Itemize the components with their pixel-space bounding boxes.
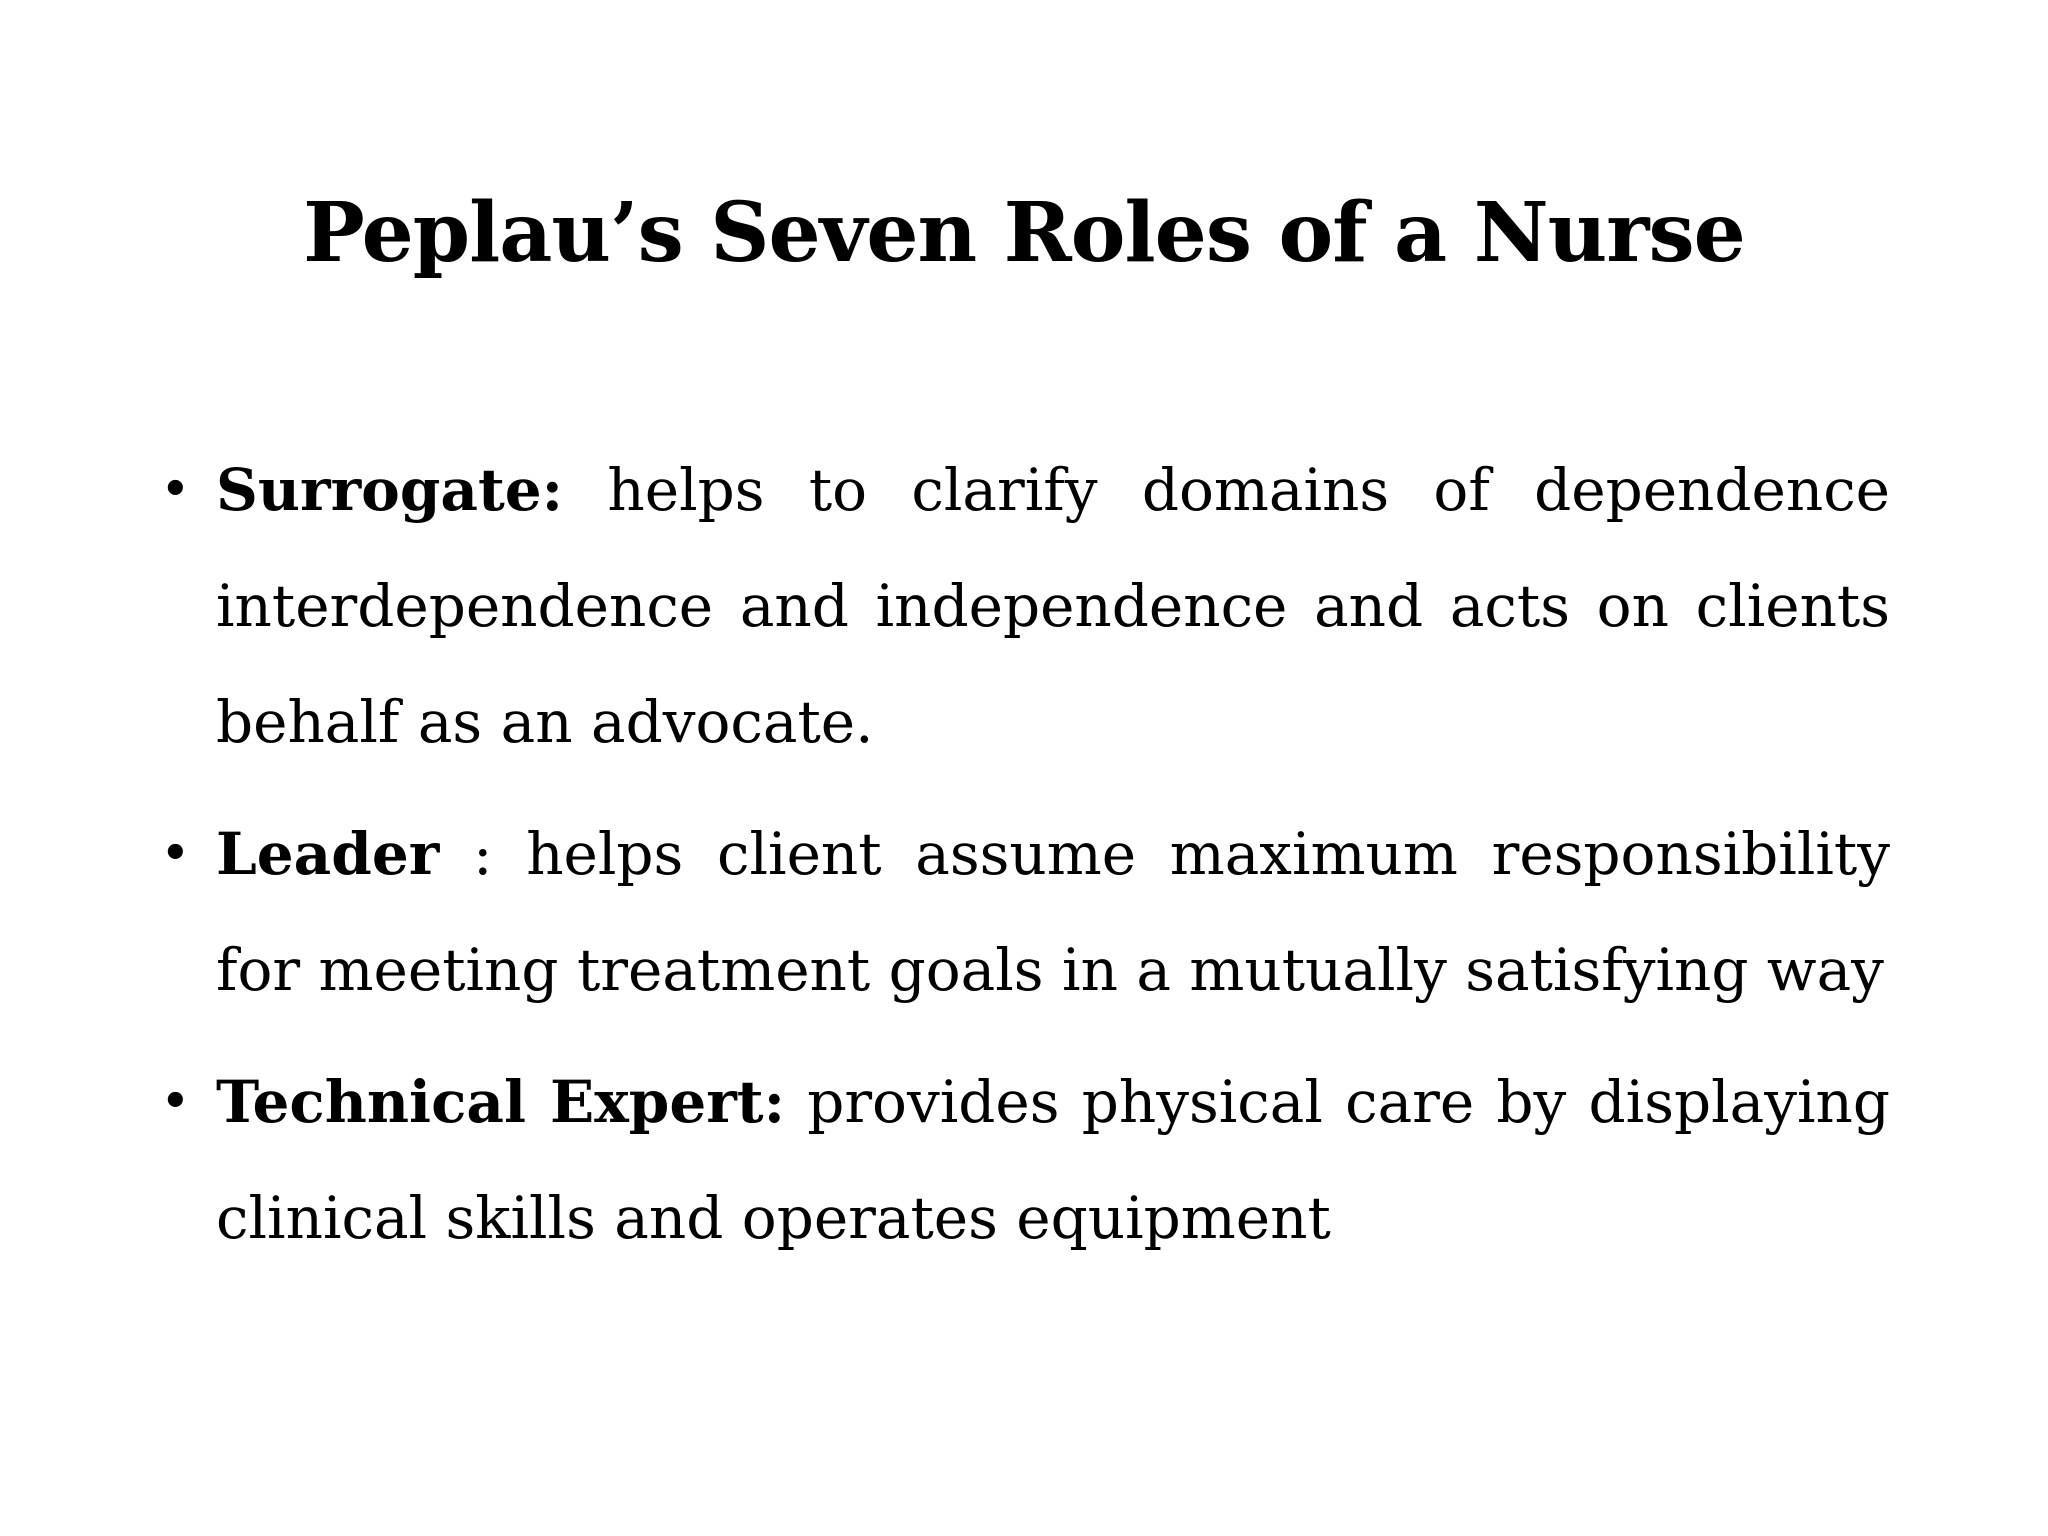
bullet-marker: • — [160, 824, 191, 884]
role-description-surrogate: helps to clarify domains of dependence interdependence and independence and acts on clients behalf as an advocate. — [216, 456, 1890, 756]
bullet-marker: • — [160, 460, 191, 520]
bullet-item-technical-expert — [150, 1044, 1890, 1276]
slide-title: Peplau’s Seven Roles of a Nurse — [303, 185, 1745, 281]
role-description-leader: : helps client assume maximum responsibility for meeting treatment goals in a mutually satisfying way — [216, 820, 1890, 1004]
bullet-item-surrogate — [150, 432, 1890, 780]
bullet-marker: • — [160, 1072, 191, 1132]
bullet-list — [150, 432, 1890, 1276]
role-term-surrogate: Surrogate: — [216, 456, 564, 524]
bullet-item-leader — [150, 796, 1890, 1028]
role-term-technical-expert: Technical Expert: — [216, 1068, 785, 1136]
role-description-technical-expert: provides physical care by displaying clinical skills and operates equipment — [216, 1068, 1891, 1252]
role-term-leader: Leader — [216, 820, 440, 888]
